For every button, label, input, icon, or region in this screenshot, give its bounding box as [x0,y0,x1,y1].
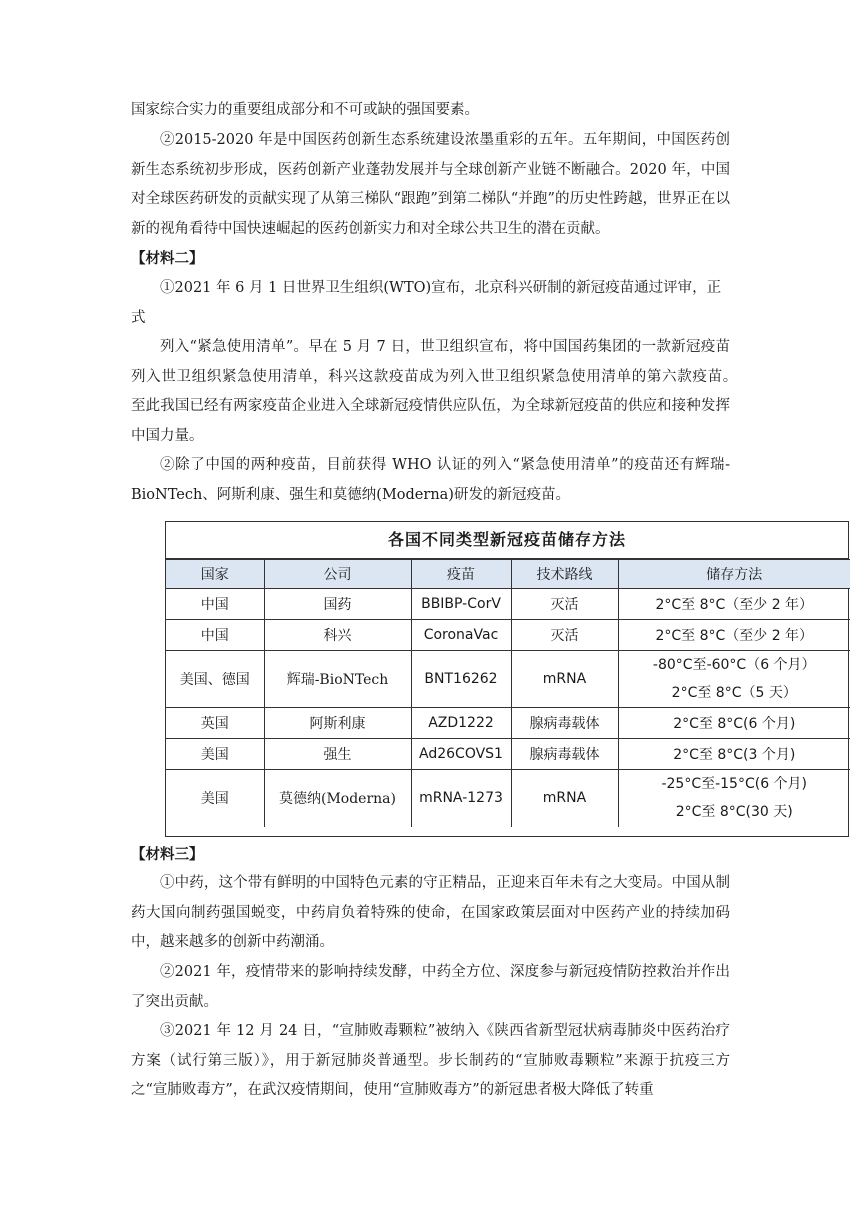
paragraph-p2c: 列入“紧急使用清单”。早在 5 月 7 日，世卫组织宣布，将中国国药集团的一款新冠疫苗列入世卫组织紧急使用清单，科兴这款疫苗成为列入世卫组织紧急使用清单的第六款疫苗。 至此我国已经有两家疫苗企业进入全球新冠疫情供应队伍，为全球新冠疫苗的供应和接种发挥中国力量。 [131,339,745,444]
cell-vaccine: Ad26COVS1 [411,739,511,770]
header-company: 公司 [264,560,411,589]
table-row [166,651,850,708]
cell-country: 美国 [166,770,264,827]
cell-country: 中国 [166,620,264,651]
cell-route: 灭活 [511,589,618,620]
section-heading-material-2: 【材料二】 [131,250,204,267]
vaccine-storage-table [165,521,849,837]
storage-line-2: 2°C至 8°C(30 天) [675,804,793,821]
cell-route: mRNA [511,651,618,708]
table-row [166,739,850,770]
paragraph-p3: ②除了中国的两种疫苗，目前获得 WHO 认证的列入“紧急使用清单”的疫苗还有辉瑞-BioNTech、阿斯利康、强生和莫德纳(Moderna)研发的新冠疫苗。 [131,457,730,503]
paragraph-p5: ②2021 年，疫情带来的影响持续发酵，中药全方位、深度参与新冠疫情防控救治并作出了突出贡献。 [131,964,730,1010]
paragraph-p1: ②2015-2020 年是中国医药创新生态系统建设浓墨重彩的五年。五年期间，中国医药创新生态系统初步形成，医药创新产业蓬勃发展并与全球创新产业链不断融合。2020 年，中国对全球医药研发的贡献实现了从第三梯队“跟跑”到第二梯队“并跑”的历史性跨越，世界正在以新的视角看待中国快速崛起的医药创新实力和对全球公共卫生的潜在贡献。 [131,132,730,237]
cell-country: 中国 [166,589,264,620]
cell-country: 美国 [166,739,264,770]
header-country: 国家 [166,560,264,589]
cell-company: 辉瑞-BioNTech [264,651,411,708]
storage-line-1: -25°C至-15°C(6 个月) [661,776,808,793]
paragraph-p2a: ①2021 年 6 月 1 日世界卫生组织(WTO)宣布，北京科兴研制的新冠疫苗通过评审，正 [160,280,722,296]
table-row [166,708,850,739]
cell-route: 腺病毒载体 [511,708,618,739]
cell-storage: 2°C至 8°C（至少 2 年） [618,620,850,651]
cell-company: 阿斯利康 [264,708,411,739]
cell-country: 美国、德国 [166,651,264,708]
cell-vaccine: mRNA-1273 [411,770,511,827]
cell-storage: 2°C至 8°C(6 个月) [618,708,850,739]
table-row [166,589,850,620]
cell-storage: 2°C至 8°C(3 个月) [618,739,850,770]
cell-route: 灭活 [511,620,618,651]
paragraph-p4: ①中药，这个带有鲜明的中国特色元素的守正精品，正迎来百年未有之大变局。中国从制药大国向制药强国蜕变，中药肩负着特殊的使命，在国家政策层面对中医药产业的持续加码中，越来越多的创新中药潮涌。 [131,875,730,950]
cell-storage [618,770,850,827]
cell-storage [618,651,850,708]
cell-vaccine: AZD1222 [411,708,511,739]
paragraph-p6: ③2021 年 12 月 24 日，“宣肺败毒颗粒”被纳入《陕西省新型冠状病毒肺炎中医药治疗方案（试行第三版）》，用于新冠肺炎普通型。步长制药的“宣肺败毒颗粒”来源于抗疫三方之“宣肺败毒方”，在武汉疫情期间，使用“宣肺败毒方”的新冠患者极大降低了转重 [131,1023,730,1098]
table-header-row [166,560,850,589]
cell-route: mRNA [511,770,618,827]
table-title: 各国不同类型新冠疫苗储存方法 [166,522,848,559]
table-row [166,620,850,651]
section-heading-material-3: 【材料三】 [131,846,204,863]
cell-storage: 2°C至 8°C（至少 2 年） [618,589,850,620]
storage-line-1: -80°C至-60°C（6 个月） [652,657,816,673]
table-row [166,770,850,827]
cell-vaccine: CoronaVac [411,620,511,651]
storage-line-2: 2°C至 8°C（5 天） [671,685,797,701]
header-route: 技术路线 [511,560,618,589]
paragraph-p2b: 式 [131,310,146,326]
table-grid [166,559,850,827]
cell-vaccine: BBIBP-CorV [411,589,511,620]
header-vaccine: 疫苗 [411,560,511,589]
cell-company: 强生 [264,739,411,770]
cell-route: 腺病毒载体 [511,739,618,770]
cell-company: 国药 [264,589,411,620]
cell-company: 科兴 [264,620,411,651]
cell-company: 莫德纳(Moderna) [264,770,411,827]
paragraph-p0: 国家综合实力的重要组成部分和不可或缺的强国要素。 [131,102,479,118]
cell-country: 英国 [166,708,264,739]
header-storage: 储存方法 [618,560,850,589]
cell-vaccine: BNT16262 [411,651,511,708]
